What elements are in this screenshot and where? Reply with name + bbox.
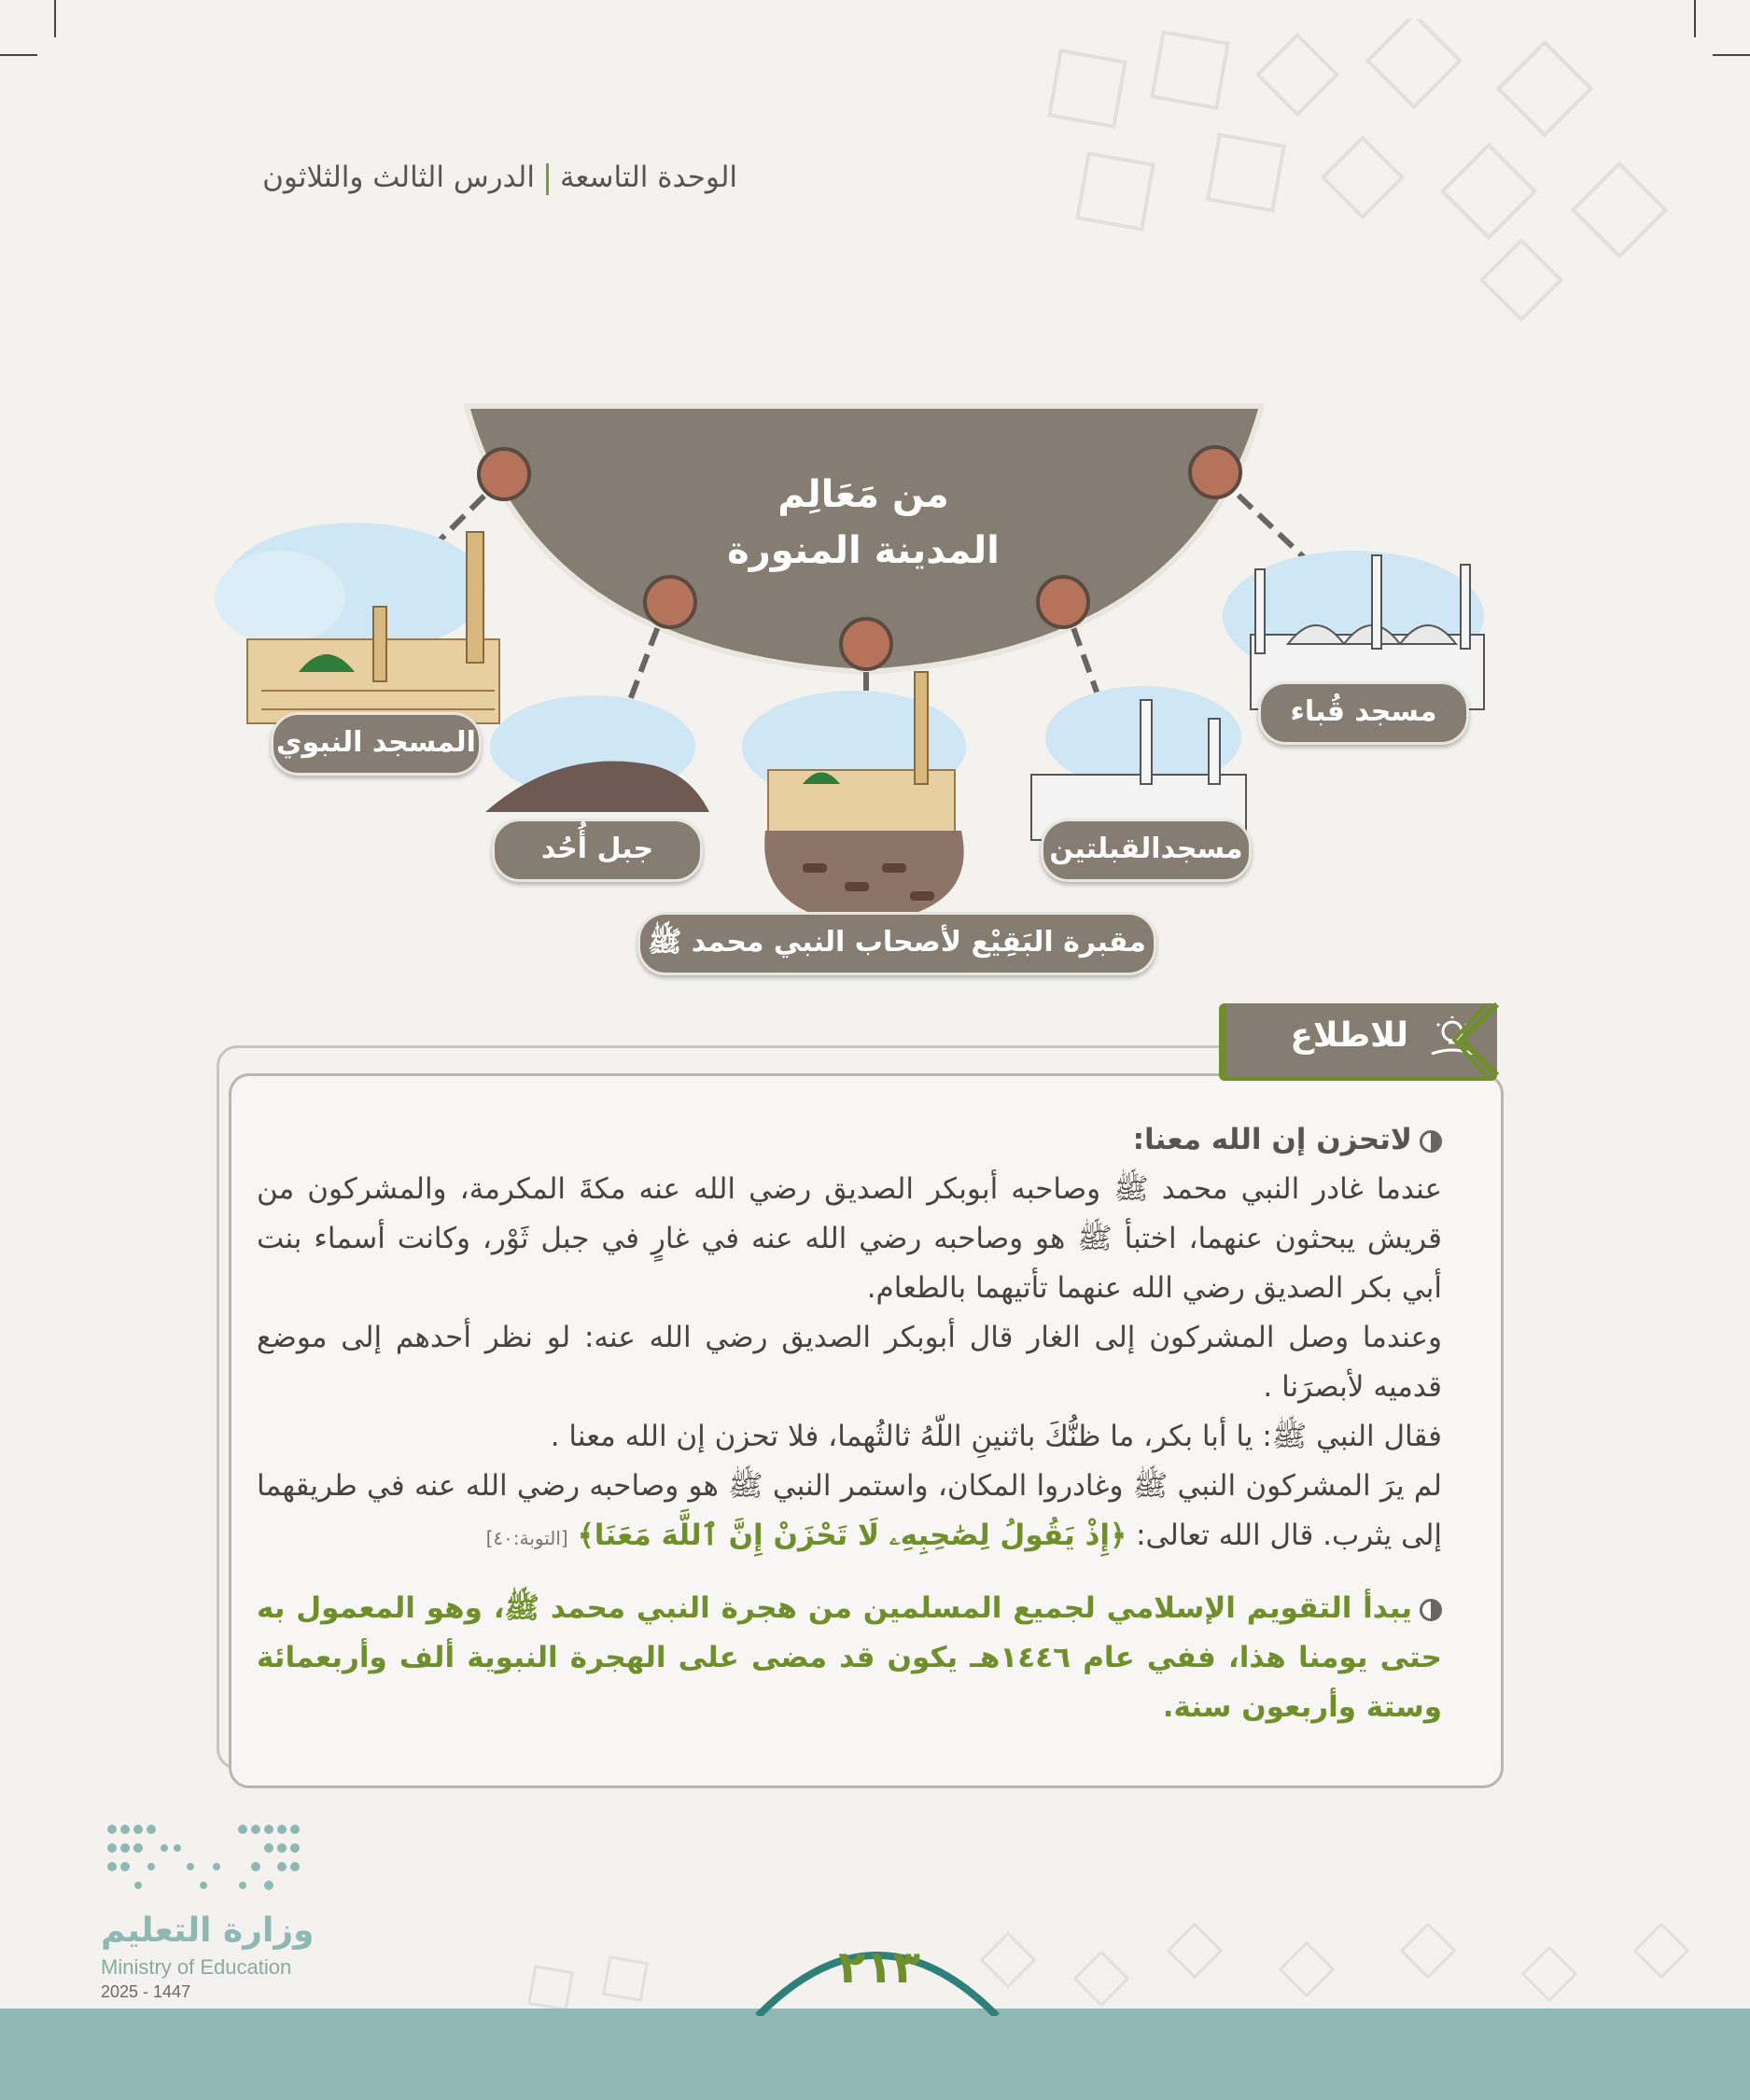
decorative-pattern xyxy=(1027,19,1736,327)
paragraph-escape: عندما غادر النبي محمد ﷺ وصاحبه أبوبكر الصديق رضي الله عنه مكةَ المكرمة، والمشركون من قريش يبحثون عنهما، اختبأ ﷺ هو وصاحبه رضي الله عنه في غارٍ في جبل ثَوْر، وكانت أسماء بنت أبي بكر الصديق رضي الله عنهما تأتيهما بالطعام. xyxy=(257,1172,1442,1305)
label-mount-uhud: جبل أُحُد xyxy=(492,819,703,882)
crop-mark xyxy=(54,0,56,37)
map-title xyxy=(653,467,1073,579)
unit-title: الوحدة التاسعة xyxy=(559,161,737,194)
chevron-left-icon xyxy=(1452,1001,1499,1079)
section-heading: لاتحزن إن الله معنا: xyxy=(1132,1123,1412,1156)
crop-mark xyxy=(0,54,37,56)
node-circle xyxy=(479,449,529,499)
paragraph-prophet-reply: فقال النبي ﷺ: يا أبا بكر، ما ظنُّكَ باثنينِ اللّهُ ثالثُهما، فلا تحزن إن الله معنا . xyxy=(550,1420,1442,1453)
label-quba-mosque: مسجد قُباء xyxy=(1258,681,1469,745)
header-separator xyxy=(546,163,549,195)
unit-lesson-header xyxy=(205,161,737,195)
prophets-mosque-illustration xyxy=(215,523,499,723)
label-baqi-cemetery: مقبرة البَقِيْع لأصحاب النبي محمد ﷺ xyxy=(637,912,1156,975)
qiblatayn-mosque-illustration xyxy=(1031,686,1246,840)
label-qiblatayn-mosque: مسجدالقبلتين xyxy=(1041,819,1252,882)
node-circle xyxy=(645,577,695,627)
node-circle xyxy=(1190,447,1240,497)
hijri-calendar-note: يبدأ التقويم الإسلامي لجميع المسلمين من هجرة النبي محمد ﷺ، وهو المعمول به حتى يومنا هذا، ففي عام ١٤٤٦هـ يكون قد مضى على الهجرة النبوية ألف وأربعمائة وستة وأربعون سنة. xyxy=(257,1591,1443,1724)
node-circle xyxy=(841,619,891,669)
baqi-cemetery-illustration xyxy=(742,672,966,924)
ministry-name-en: Ministry of Education xyxy=(101,1955,292,1979)
map-title-line1: من مَعَالِم xyxy=(777,473,949,516)
lesson-title: الدرس الثالث والثلاثون xyxy=(262,161,535,194)
info-tag-label: للاطلاع xyxy=(1290,1016,1408,1055)
footer-band xyxy=(0,2009,1750,2100)
node-circle xyxy=(1038,577,1088,627)
map-title-line2: المدينة المنورة xyxy=(727,529,1000,572)
bullet-icon xyxy=(1420,1130,1442,1153)
label-prophets-mosque: المسجد النبوي xyxy=(271,712,482,776)
edition-year: 2025 - 1447 xyxy=(101,1982,191,2001)
page-number: ٢١٣ xyxy=(838,1941,920,1994)
quran-verse: ﴿إِذْ يَقُولُ لِصَٰحِبِهِۦ لَا تَحْزَنْ إِنَّ ٱللَّهَ مَعَنَا﴾ xyxy=(577,1519,1127,1552)
verse-reference: [التوبة:٤٠] xyxy=(485,1527,568,1549)
info-content xyxy=(257,1115,1442,1732)
footer-pattern xyxy=(523,1904,1736,2016)
paragraph-journey: لم يرَ المشركون النبي ﷺ وغادروا المكان، واستمر النبي ﷺ هو وصاحبه رضي الله عنه في طريقهما إلى يثرب. قال الله تعالى: xyxy=(257,1469,1442,1552)
mount-uhud-illustration xyxy=(485,695,709,812)
bullet-icon xyxy=(1420,1599,1442,1621)
ministry-logo-icon xyxy=(103,1820,317,1909)
paragraph-cave: وعندما وصل المشركون إلى الغار قال أبوبكر الصديق رضي الله عنه: لو نظر أحدهم إلى موضع قدميه لأبصرَنا . xyxy=(257,1321,1442,1404)
ministry-name-ar: وزارة التعليم xyxy=(101,1911,315,1950)
